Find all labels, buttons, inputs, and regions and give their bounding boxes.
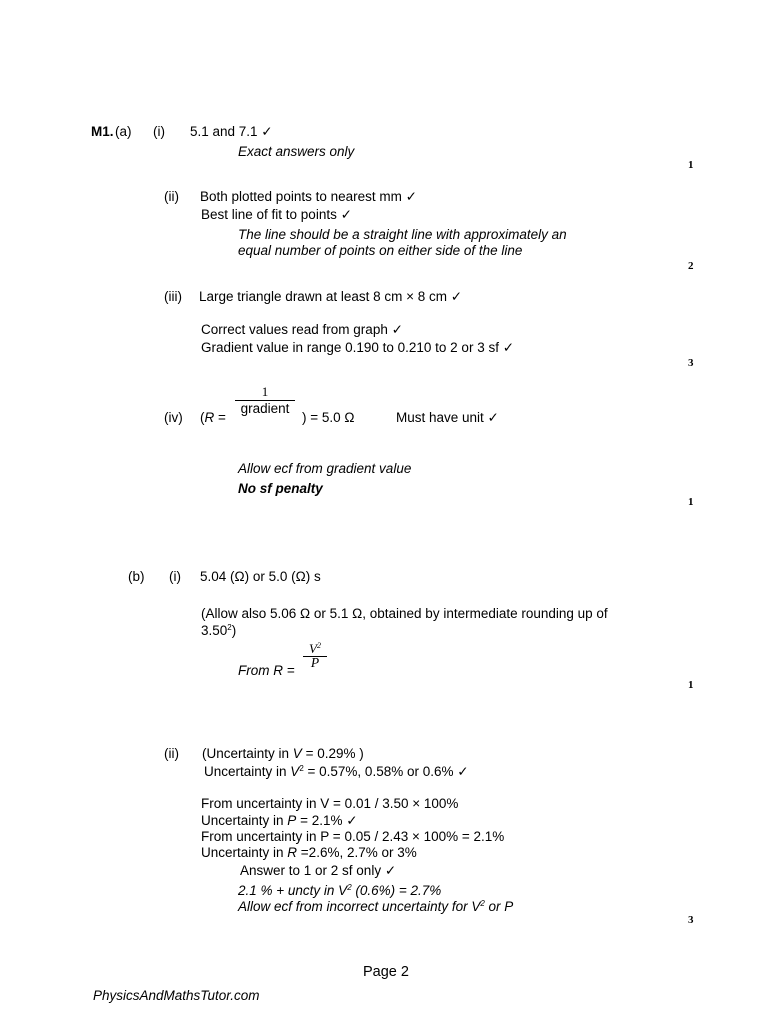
subpart-a-ii-label: (ii)	[164, 189, 179, 204]
page-number: Page 2	[363, 964, 409, 980]
footer-site: PhysicsAndMathsTutor.com	[93, 988, 260, 1003]
a-iv-marks: 1	[688, 496, 694, 508]
b-i-allow1: (Allow also 5.06 Ω or 5.1 Ω, obtained by intermediate rounding up of	[201, 606, 608, 621]
b-ii-line5: From uncertainty in P = 0.05 / 2.43 × 100% = 2.1%	[201, 829, 505, 844]
subpart-a-i-label: (i)	[153, 124, 165, 139]
b-ii-line6: Uncertainty in R =2.6%, 2.7% or 3%	[201, 845, 417, 860]
b-ii-line7: Answer to 1 or 2 sf only ✓	[240, 863, 397, 878]
gradient-fraction	[235, 384, 295, 417]
subpart-a-iii-label: (iii)	[164, 289, 182, 304]
subpart-a-iv-label: (iv)	[164, 410, 183, 425]
a-ii-marks: 2	[688, 260, 694, 272]
question-number: M1.	[91, 124, 114, 139]
b-ii-marks: 3	[688, 914, 694, 926]
b-i-from: From R =	[238, 663, 295, 678]
a-iii-line2: Correct values read from graph ✓	[201, 322, 403, 337]
a-iv-note1: Allow ecf from gradient value	[238, 461, 412, 476]
a-iv-r-close: ) = 5.0 Ω	[302, 410, 355, 425]
fraction-numerator: 1	[261, 384, 269, 399]
b-ii-note1: 2.1 % + uncty in $V^2$ (0.6%) = 2.7%	[238, 883, 442, 898]
fraction-denominator: P	[310, 655, 320, 670]
b-ii-line1: (Uncertainty in V = 0.29% )	[202, 746, 364, 761]
a-i-note: Exact answers only	[238, 144, 355, 159]
fraction-denominator: gradient	[240, 401, 290, 416]
a-i-marks: 1	[688, 159, 694, 171]
a-ii-line1: Both plotted points to nearest mm ✓	[200, 189, 417, 204]
a-i-answer: 5.1 and 7.1 ✓	[190, 124, 273, 139]
part-a-label: (a)	[115, 124, 132, 139]
subpart-b-i-label: (i)	[169, 569, 181, 584]
a-ii-note1: The line should be a straight line with approximately an	[238, 227, 567, 242]
a-iii-marks: 3	[688, 357, 694, 369]
b-i-answer: 5.04 (Ω) or 5.0 (Ω) s	[200, 569, 321, 584]
power-fraction	[303, 642, 327, 669]
b-i-allow2: 3.50$^2$)	[201, 623, 237, 638]
b-ii-note2: Allow ecf from incorrect uncertainty for $V^2$ or P	[238, 899, 514, 914]
b-ii-line3: From uncertainty in V = 0.01 / 3.50 × 100%	[201, 796, 459, 811]
a-iv-r-open: (R =	[200, 410, 226, 425]
b-ii-line4: Uncertainty in P = 2.1% ✓	[201, 813, 358, 828]
a-iii-line3: Gradient value in range 0.190 to 0.210 to 2 or 3 sf ✓	[201, 340, 515, 355]
a-iv-note2: No sf penalty	[238, 481, 323, 496]
a-ii-line2: Best line of fit to points ✓	[201, 207, 352, 222]
a-iii-line1: Large triangle drawn at least 8 cm × 8 cm ✓	[199, 289, 463, 304]
part-b-label: (b)	[128, 569, 145, 584]
fraction-numerator: $V^2$	[309, 641, 321, 656]
a-ii-note2: equal number of points on either side of the line	[238, 243, 523, 258]
b-ii-line2: Uncertainty in $V^2 = 0.57\%$, 0.58% or 0.6% ✓	[204, 764, 469, 779]
b-i-marks: 1	[688, 679, 694, 691]
subpart-b-ii-label: (ii)	[164, 746, 179, 761]
a-iv-unit: Must have unit ✓	[396, 410, 499, 425]
